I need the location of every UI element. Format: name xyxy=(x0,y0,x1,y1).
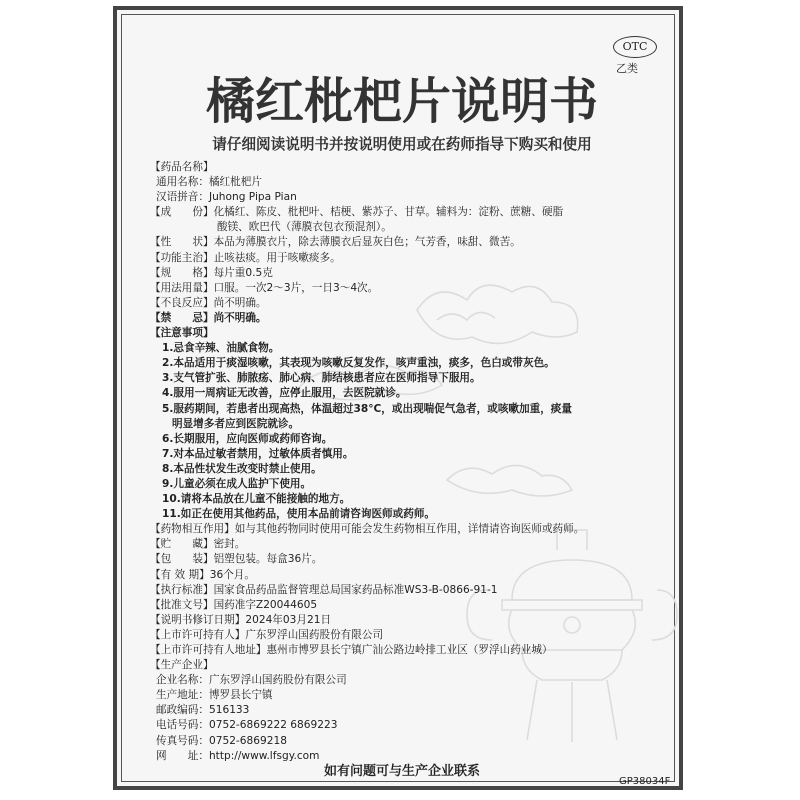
manufacturer-label: 电话号码： xyxy=(156,719,209,732)
manufacturer-value: 博罗县长宁镇 xyxy=(208,689,273,702)
interaction-value: 如与其他药物同时使用可能会发生药物相互作用，详情请咨询医师或药师。 xyxy=(234,523,585,536)
manufacturer-row xyxy=(150,749,660,764)
adverse-row xyxy=(150,296,660,311)
validity-value: 36个月。 xyxy=(209,568,255,581)
precaution-item: 10.请将本品放在儿童不能接触的地方。 xyxy=(162,493,351,506)
mah-address-label: 【上市许可持有人地址】 xyxy=(150,644,267,656)
mah-value: 广东罗浮山国药股份有限公司 xyxy=(245,628,384,641)
contraindication-value: 尚不明确。 xyxy=(213,311,267,324)
manufacturer-value: 广东罗浮山国药股份有限公司 xyxy=(208,674,347,687)
manufacturer-label: 企业名称： xyxy=(156,674,209,687)
pinyin-row xyxy=(150,190,660,205)
precaution-item: 3.支气管扩张、肺脓疡、肺心病、肺结核患者应在医师指导下服用。 xyxy=(162,372,481,385)
ingredients-value: 化橘红、陈皮、枇杷叶、桔梗、紫苏子、甘草。辅料为：淀粉、蔗糖、硬脂 xyxy=(213,206,564,219)
page-subtitle: 请仔细阅读说明书并按说明使用或在药师指导下购买和使用 xyxy=(212,136,592,153)
ingredients-row-2: 酸镁、欧巴代（薄膜衣包衣预混剂）。 xyxy=(217,221,392,234)
drug-name-header: 【药品名称】 xyxy=(150,161,214,173)
standard-row xyxy=(150,583,660,598)
interaction-row xyxy=(150,522,660,537)
usage-value: 口服。一次2～3片，一日3～4次。 xyxy=(213,281,379,294)
manufacturer-label: 网 址： xyxy=(156,749,209,762)
usage-label: 【用法用量】 xyxy=(150,281,214,294)
manufacturer-row xyxy=(150,703,660,718)
precaution-item: 11.如正在使用其他药品，使用本品前请咨询医师或药师。 xyxy=(162,508,436,521)
revision-value: 2024年03月21日 xyxy=(245,613,332,626)
revision-row xyxy=(150,613,660,628)
precaution-item: 6.长期服用，应向医师或药师咨询。 xyxy=(162,432,333,445)
leaflet-sheet xyxy=(113,6,683,790)
revision-label: 【说明书修订日期】 xyxy=(150,613,246,626)
mah-label: 【上市许可持有人】 xyxy=(150,628,246,641)
pinyin-label: 汉语拼音： xyxy=(156,191,209,204)
contraindication-label: 【禁 忌】 xyxy=(150,311,214,324)
manufacturer-row xyxy=(150,673,660,688)
precautions-header: 【注意事项】 xyxy=(150,327,214,340)
precaution-item: 5.服药期间，若患者出现高热，体温超过38°C，或出现喘促气急者，或咳嗽加重，痰量 xyxy=(162,402,572,415)
manufacturer-row xyxy=(150,688,660,703)
ingredients-row xyxy=(150,205,660,220)
indication-label: 【功能主治】 xyxy=(150,251,214,264)
precaution-item: 1.忌食辛辣、油腻食物。 xyxy=(162,342,280,355)
ingredients-label: 【成 份】 xyxy=(150,206,214,219)
storage-value: 密封。 xyxy=(213,538,246,551)
manufacturer-row xyxy=(150,718,660,733)
indication-value: 止咳祛痰。用于咳嗽痰多。 xyxy=(213,251,341,264)
package-value: 铝塑包装。每盒36片。 xyxy=(213,553,323,566)
approval-label: 【批准文号】 xyxy=(150,598,214,611)
pinyin-value: Juhong Pipa Pian xyxy=(208,191,297,204)
mah-address-value: 惠州市博罗县长宁镇广汕公路边岭排工业区（罗浮山药业城） xyxy=(266,644,553,656)
manufacturer-value: 516133 xyxy=(208,704,250,717)
approval-value: 国药准字Z20044605 xyxy=(213,598,318,611)
validity-row xyxy=(150,568,660,583)
spec-label: 【规 格】 xyxy=(150,266,214,279)
spec-row xyxy=(150,266,660,281)
precaution-item: 7.对本品过敏者禁用，过敏体质者慎用。 xyxy=(162,447,354,460)
manufacturer-label: 邮政编码： xyxy=(156,704,209,717)
page-title: 橘红枇杷片说明书 xyxy=(205,73,598,130)
usage-row xyxy=(150,281,660,296)
indication-row xyxy=(150,251,660,266)
storage-row xyxy=(150,537,660,552)
precaution-item-continued: 明显增多者应到医院就诊。 xyxy=(172,417,300,430)
common-name-value: 橘红枇杷片 xyxy=(208,176,262,189)
approval-row xyxy=(150,598,660,613)
storage-label: 【贮 藏】 xyxy=(150,538,214,551)
manufacturer-value: 0752-6869222 6869223 xyxy=(208,719,338,732)
manufacturer-header: 【生产企业】 xyxy=(150,659,214,672)
package-row xyxy=(150,552,660,567)
adverse-label: 【不良反应】 xyxy=(150,296,214,309)
package-label: 【包 装】 xyxy=(150,553,214,566)
precaution-item: 2.本品适用于痰湿咳嗽，其表现为咳嗽反复发作，咳声重浊，痰多，色白或带灰色。 xyxy=(162,357,555,370)
manufacturer-label: 生产地址： xyxy=(156,689,209,702)
standard-value: 国家食品药品监督管理总局国家药品标准WS3-B-0866-91-1 xyxy=(213,583,498,596)
precaution-item: 8.本品性状发生改变时禁止使用。 xyxy=(162,462,322,475)
validity-label: 【有 效 期】 xyxy=(150,568,210,581)
common-name-label: 通用名称： xyxy=(156,176,209,189)
print-code: GP38034F xyxy=(619,776,671,787)
precaution-item: 9.儿童必须在成人监护下使用。 xyxy=(162,477,312,490)
otc-badge: OTC xyxy=(613,36,657,58)
character-value: 本品为薄膜衣片，除去薄膜衣后显灰白色；气芳香，味甜、微苦。 xyxy=(213,236,521,249)
manufacturer-value: http://www.lfsgy.com xyxy=(208,749,320,762)
interaction-label: 【药物相互作用】 xyxy=(150,523,235,536)
spec-value: 每片重0.5克 xyxy=(213,266,273,279)
leaflet-body xyxy=(150,160,660,764)
manufacturer-row xyxy=(150,734,660,749)
manufacturer-label: 传真号码： xyxy=(156,734,209,747)
adverse-value: 尚不明确。 xyxy=(213,296,267,309)
manufacturer-value: 0752-6869218 xyxy=(208,734,287,747)
otc-class-label: 乙类 xyxy=(616,62,638,75)
standard-label: 【执行标准】 xyxy=(150,583,214,596)
mah-row xyxy=(150,628,660,643)
contraindication-row xyxy=(150,311,660,326)
character-label: 【性 状】 xyxy=(150,236,214,249)
character-row xyxy=(150,235,660,250)
precaution-item: 4.服用一周病证无改善，应停止服用，去医院就诊。 xyxy=(162,387,407,400)
common-name-row xyxy=(150,175,660,190)
mah-address-row xyxy=(150,643,660,658)
footer-contact-note: 如有问题可与生产企业联系 xyxy=(323,764,480,779)
